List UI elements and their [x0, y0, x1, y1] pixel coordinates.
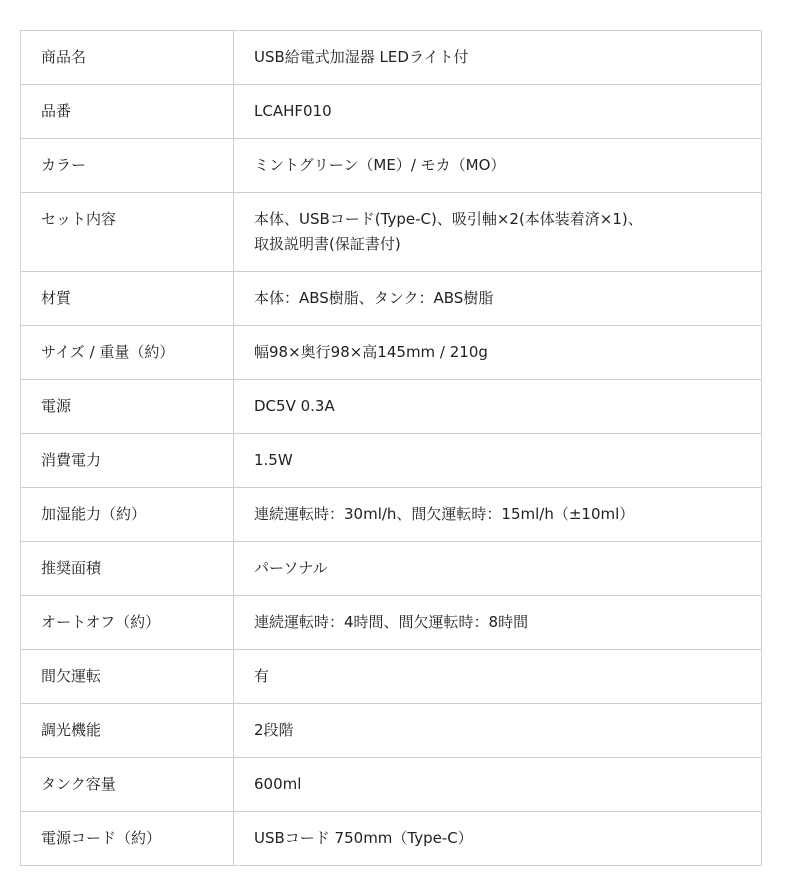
row-label: セット内容 — [21, 193, 234, 272]
row-value: 幅98×奥行98×高145mm / 210g — [234, 326, 762, 380]
row-label: 消費電力 — [21, 434, 234, 488]
row-label: サイズ / 重量（約） — [21, 326, 234, 380]
table-row — [21, 272, 762, 326]
row-label: 間欠運転 — [21, 650, 234, 704]
row-label: 材質 — [21, 272, 234, 326]
row-label: 調光機能 — [21, 704, 234, 758]
row-value: パーソナル — [234, 542, 762, 596]
table-row — [21, 380, 762, 434]
table-row — [21, 704, 762, 758]
table-row — [21, 193, 762, 272]
row-value: USBコード 750mm（Type-C） — [234, 812, 762, 866]
row-label: 電源コード（約） — [21, 812, 234, 866]
table-row — [21, 139, 762, 193]
row-value: 2段階 — [234, 704, 762, 758]
row-value: 本体、USBコード(Type-C)、吸引軸×2(本体装着済×1)、 取扱説明書(保証書付) — [234, 193, 762, 272]
spec-table — [20, 30, 762, 866]
table-row — [21, 758, 762, 812]
table-row — [21, 434, 762, 488]
row-label: 商品名 — [21, 31, 234, 85]
row-value: 連続運転時：30ml/h、間欠運転時：15ml/h（±10ml） — [234, 488, 762, 542]
table-row — [21, 31, 762, 85]
row-value: 有 — [234, 650, 762, 704]
table-row — [21, 542, 762, 596]
row-value: 600ml — [234, 758, 762, 812]
row-label: カラー — [21, 139, 234, 193]
table-row — [21, 85, 762, 139]
row-value: 1.5W — [234, 434, 762, 488]
row-value: 本体：ABS樹脂、タンク：ABS樹脂 — [234, 272, 762, 326]
table-row — [21, 488, 762, 542]
row-label: 推奨面積 — [21, 542, 234, 596]
table-row — [21, 596, 762, 650]
row-label: オートオフ（約） — [21, 596, 234, 650]
row-value: 連続運転時：4時間、間欠運転時：8時間 — [234, 596, 762, 650]
row-value: LCAHF010 — [234, 85, 762, 139]
row-label: タンク容量 — [21, 758, 234, 812]
table-row — [21, 812, 762, 866]
row-value: ミントグリーン（ME）/ モカ（MO） — [234, 139, 762, 193]
row-label: 電源 — [21, 380, 234, 434]
row-value: USB給電式加湿器 LEDライト付 — [234, 31, 762, 85]
table-row — [21, 326, 762, 380]
table-row — [21, 650, 762, 704]
row-label: 加湿能力（約） — [21, 488, 234, 542]
row-label: 品番 — [21, 85, 234, 139]
row-value: DC5V 0.3A — [234, 380, 762, 434]
